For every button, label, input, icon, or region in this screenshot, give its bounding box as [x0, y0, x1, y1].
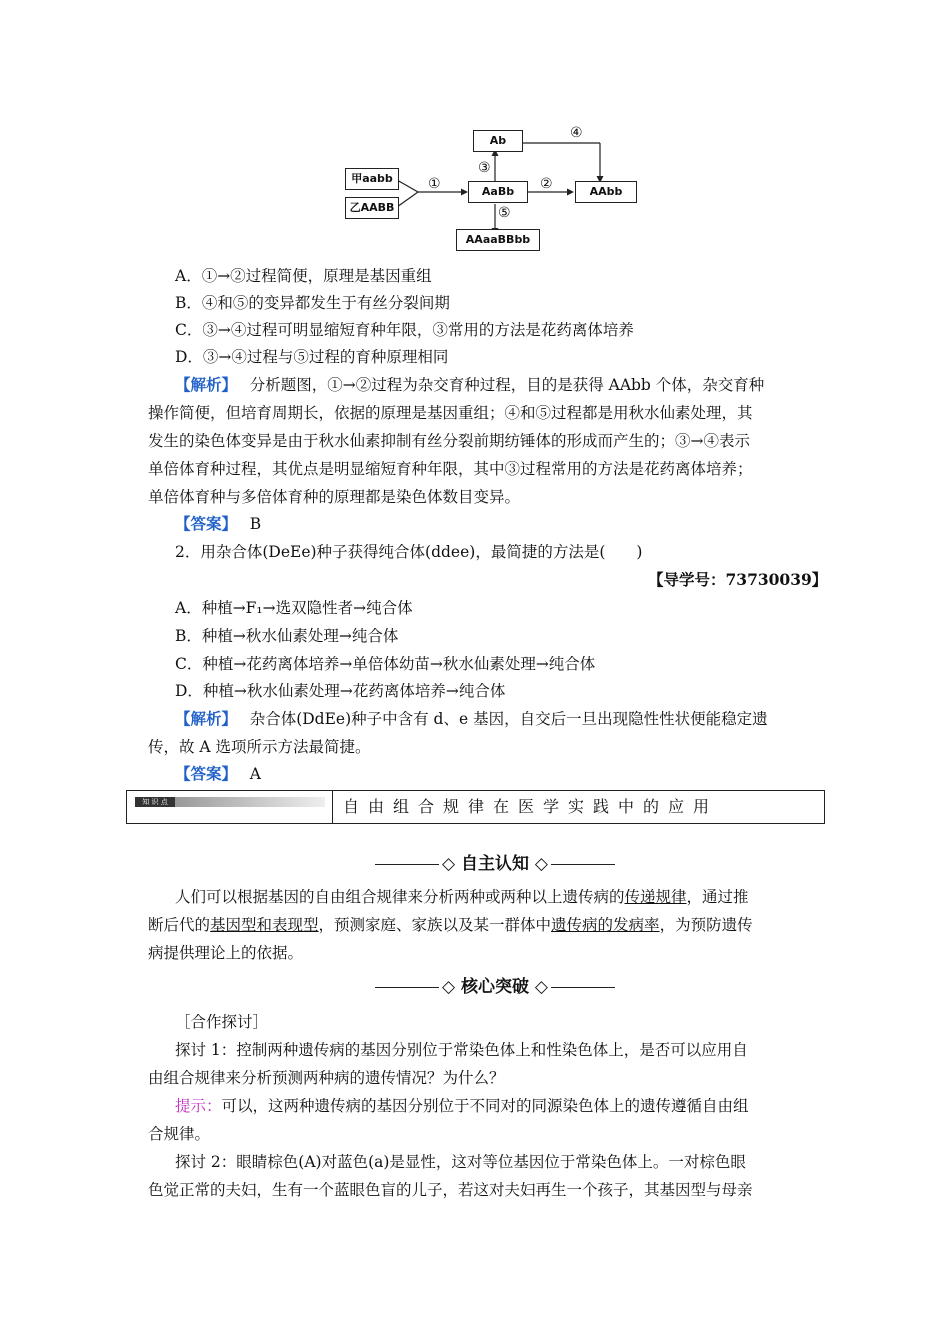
node-aaaabbbb: AAaaBBbb — [456, 229, 540, 251]
section-title: ◇ 核心突破 ◇ — [442, 977, 548, 997]
q1-option-c: C．③→④过程可明显缩短育种年限，③常用的方法是花药离体培养 — [175, 321, 634, 339]
inquiry-2-line: 探讨 2：眼睛棕色(A)对蓝色(a)是显性，这对等位基因位于常染色体上。一对棕色眼 — [175, 1153, 746, 1171]
q2-stem: 2．用杂合体(DeEe)种子获得纯合体(ddee)，最简捷的方法是( ) — [175, 543, 643, 561]
banner-title: 自由组合规律在医学实践中的应用 — [343, 797, 719, 816]
text-run: 人们可以根据基因的自由组合规律来分析两种或两种以上遗传病的 — [175, 888, 625, 906]
underlined-term: 传递规律 — [624, 888, 687, 906]
q2-option-a: A．种植→F₁→选双隐性者→纯合体 — [175, 599, 413, 617]
step-5-label: ⑤ — [498, 205, 511, 221]
q2-answer-value: A — [249, 765, 261, 783]
section1-paragraph-line: 病提供理论上的依据。 — [148, 944, 304, 962]
hint-first-line — [175, 1096, 855, 1116]
q1-analysis-line: 操作简便，但培育周期长，依据的原理是基因重组；④和⑤过程都是用秋水仙素处理，其 — [148, 404, 753, 422]
inquiry-1-line: 探讨 1：控制两种遗传病的基因分别位于常染色体上和性染色体上，是否可以应用自 — [175, 1041, 748, 1059]
q1-option-d: D．③→④过程与⑤过程的育种原理相同 — [175, 348, 449, 366]
section1-paragraph-line — [148, 915, 828, 935]
step-1-label: ① — [428, 176, 441, 192]
step-3-label: ③ — [478, 160, 491, 176]
node-ab: Ab — [473, 130, 523, 152]
q1-analysis-line: 发生的染色体变异是由于秋水仙素抑制有丝分裂前期纺锤体的形成而产生的；③→④表示 — [148, 432, 750, 450]
q1-analysis-line: 单倍体育种过程，其优点是明显缩短育种年限，其中③过程常用的方法是花药离体培养； — [148, 460, 753, 478]
hint-line: 可以，这两种遗传病的基因分别位于不同对的同源染色体上的遗传遵循自由组 — [221, 1097, 749, 1115]
node-yi-aabb: 乙AABB — [345, 197, 399, 219]
q2-guide-number: 【导学号：73730039】 — [648, 570, 828, 589]
q1-answer-tag: 【答案】 — [175, 514, 230, 533]
underlined-term: 遗传病的发病率 — [551, 916, 660, 934]
node-jia-aabb: 甲aabb — [345, 168, 399, 190]
node-aabb-f1: AaBb — [468, 181, 528, 203]
text-run: ，预测家庭、家族以及某一群体中 — [318, 916, 552, 934]
heading-rule-left — [375, 864, 439, 865]
text-run: 断后代的 — [148, 916, 211, 934]
node-aabb-target: AAbb — [575, 181, 637, 203]
heading-rule-left — [375, 987, 439, 988]
underlined-term: 基因型和表现型 — [210, 916, 319, 934]
inquiry-1-line: 由组合规律来分析预测两种病的遗传情况？为什么？ — [148, 1069, 505, 1087]
q1-option-b: B．④和⑤的变异都发生于有丝分裂间期 — [175, 294, 450, 312]
q1-analysis-line: 分析题图，①→②过程为杂交育种过程，目的是获得 AAbb 个体，杂交育种 — [249, 376, 765, 394]
q1-analysis-first — [175, 375, 855, 395]
knowledge-point-badge: 知 识 点 — [135, 797, 175, 807]
q2-analysis-tag: 【解析】 — [175, 709, 230, 728]
text-run: ，为预防遗传 — [659, 916, 753, 934]
heading-rule-right — [551, 864, 615, 865]
section-title: ◇ 自主认知 ◇ — [442, 854, 548, 874]
section1-paragraph-line — [175, 887, 855, 907]
section-heading-autonomous — [360, 853, 630, 875]
q2-option-d: D．种植→秋水仙素处理→花药离体培养→纯合体 — [175, 682, 506, 700]
q2-analysis-first — [175, 709, 855, 729]
inquiry-2-line: 色觉正常的夫妇，生有一个蓝眼色盲的儿子，若这对夫妇再生一个孩子，其基因型与母亲 — [148, 1181, 753, 1199]
knowledge-point-banner — [126, 790, 825, 824]
q1-analysis-line: 单倍体育种与多倍体育种的原理都是染色体数目变异。 — [148, 488, 521, 506]
q1-answer-value: B — [249, 515, 262, 533]
hint-tag: 提示： — [175, 1097, 222, 1115]
q2-answer-tag: 【答案】 — [175, 764, 230, 783]
step-2-label: ② — [540, 176, 553, 192]
q2-analysis-line: 传，故 A 选项所示方法最简捷。 — [148, 738, 371, 756]
q2-option-c: C．种植→花药离体培养→单倍体幼苗→秋水仙素处理→纯合体 — [175, 655, 596, 673]
q1-option-a: A．①→②过程简便，原理是基因重组 — [175, 267, 432, 285]
section-heading-core — [360, 976, 630, 998]
text-run: ，通过推 — [686, 888, 749, 906]
banner-gradient-bar — [175, 797, 325, 807]
q1-answer — [175, 514, 855, 534]
step-4-label: ④ — [570, 125, 583, 141]
q1-analysis-tag: 【解析】 — [175, 375, 230, 394]
q2-answer — [175, 764, 855, 784]
heading-rule-right — [551, 987, 615, 988]
q2-analysis-line: 杂合体(DdEe)种子中含有 d、e 基因，自交后一旦出现隐性性状便能稳定遗 — [249, 710, 768, 728]
q2-option-b: B．种植→秋水仙素处理→纯合体 — [175, 627, 399, 645]
hint-line: 合规律。 — [148, 1125, 211, 1143]
cooperative-inquiry-label: ［合作探讨］ — [175, 1013, 269, 1031]
banner-left-panel — [127, 791, 333, 823]
